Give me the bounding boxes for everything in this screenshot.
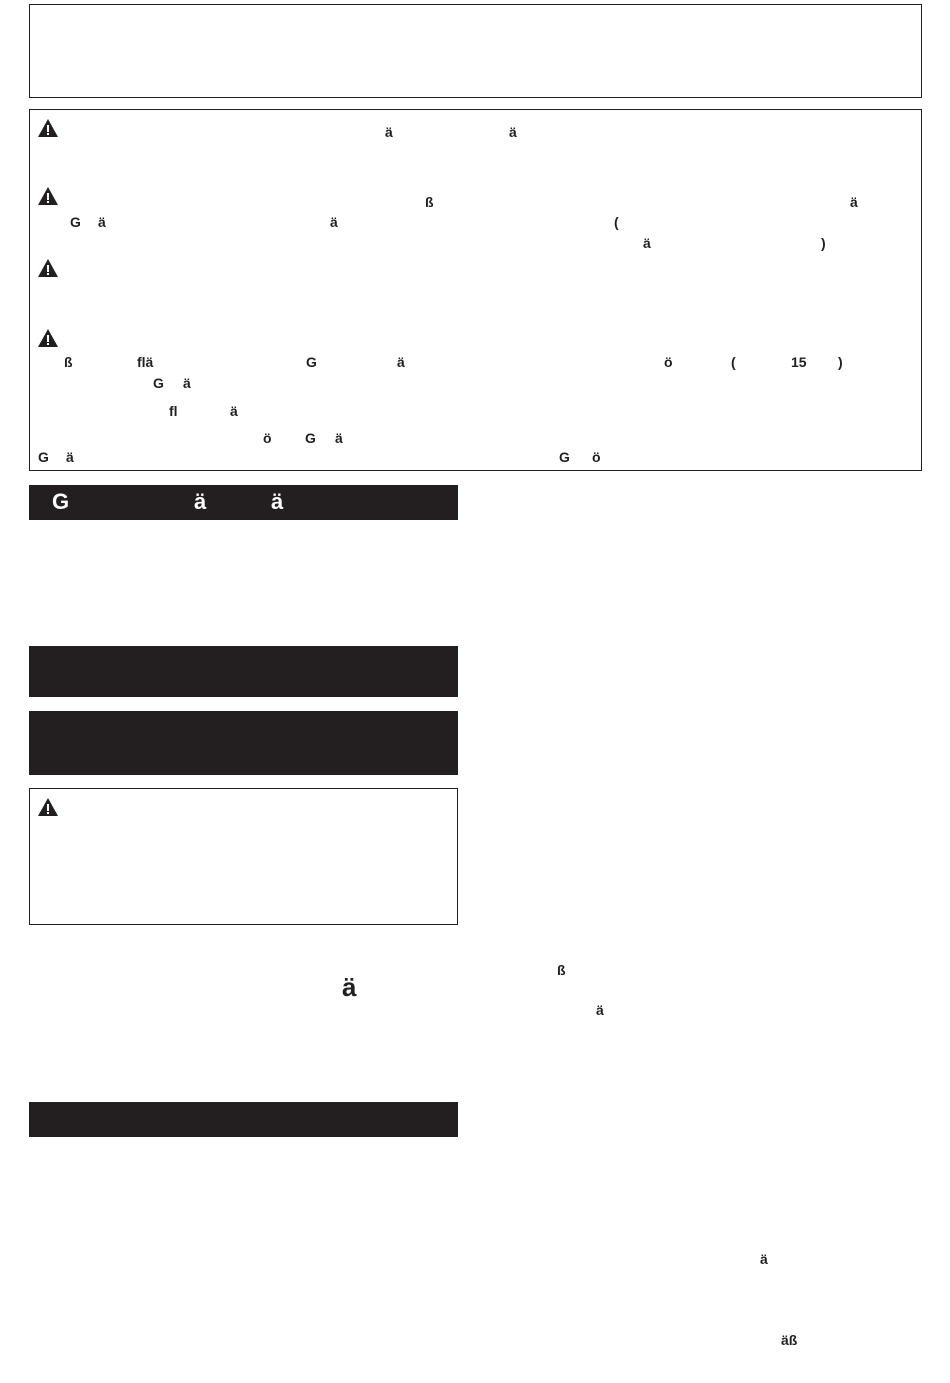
warning-4-text: G: [153, 375, 164, 391]
warning-1-text: ä: [509, 124, 517, 140]
warning-2-text: ): [821, 235, 826, 251]
warning-4-text: G: [38, 449, 49, 465]
right-column-text: ß: [557, 962, 566, 978]
warning-4-text: (: [731, 354, 736, 370]
warnings-box: [29, 109, 922, 471]
warning-4-text: flä: [137, 354, 154, 370]
warning-triangle-icon: [37, 797, 59, 817]
warning-4-text: 15: [791, 354, 807, 370]
section-heading-text: ä: [194, 489, 207, 514]
section-heading-bar: [29, 646, 458, 697]
top-header-box: [29, 4, 922, 98]
warning-4-text: ö: [592, 449, 601, 465]
warning-4-text: ä: [66, 449, 74, 465]
warning-4-text: ä: [230, 403, 238, 419]
right-column-text: ä: [596, 1002, 604, 1018]
warning-4-text: G: [306, 354, 317, 370]
warning-2-text: ä: [643, 235, 651, 251]
warning-4-text: ä: [183, 375, 191, 391]
warning-4-text: ö: [263, 430, 272, 446]
warning-triangle-icon: [37, 118, 59, 138]
warning-triangle-icon: [37, 258, 59, 278]
right-column-text: ä: [760, 1251, 768, 1267]
section-heading-bar: [29, 711, 458, 775]
section-heading-text: ä: [271, 489, 284, 514]
warning-4-text: fl: [169, 403, 178, 419]
section-heading-bar: [29, 485, 458, 520]
warning-4-text: ä: [397, 354, 405, 370]
warning-4-text: G: [559, 449, 570, 465]
warning-triangle-icon: [37, 186, 59, 206]
warning-2-text: ä: [850, 194, 858, 210]
warning-4-text: ö: [664, 354, 673, 370]
right-column-text: äß: [781, 1332, 798, 1348]
warning-4-text: ä: [335, 430, 343, 446]
warning-2-text: G: [70, 214, 81, 230]
warning-4-text: G: [305, 430, 316, 446]
section-heading-text: G: [52, 489, 70, 514]
warning-4-text: ß: [64, 354, 73, 370]
caution-box: [29, 788, 458, 925]
warning-2-text: ß: [425, 194, 434, 210]
warning-1-text: ä: [385, 124, 393, 140]
warning-4-text: ): [838, 354, 843, 370]
warning-triangle-icon: [37, 328, 59, 348]
warning-2-text: (: [614, 214, 619, 230]
warning-2-text: ä: [98, 214, 106, 230]
warning-2-text: ä: [330, 214, 338, 230]
large-heading-fragment: ä: [342, 972, 357, 1002]
section-heading-bar: [29, 1102, 458, 1137]
